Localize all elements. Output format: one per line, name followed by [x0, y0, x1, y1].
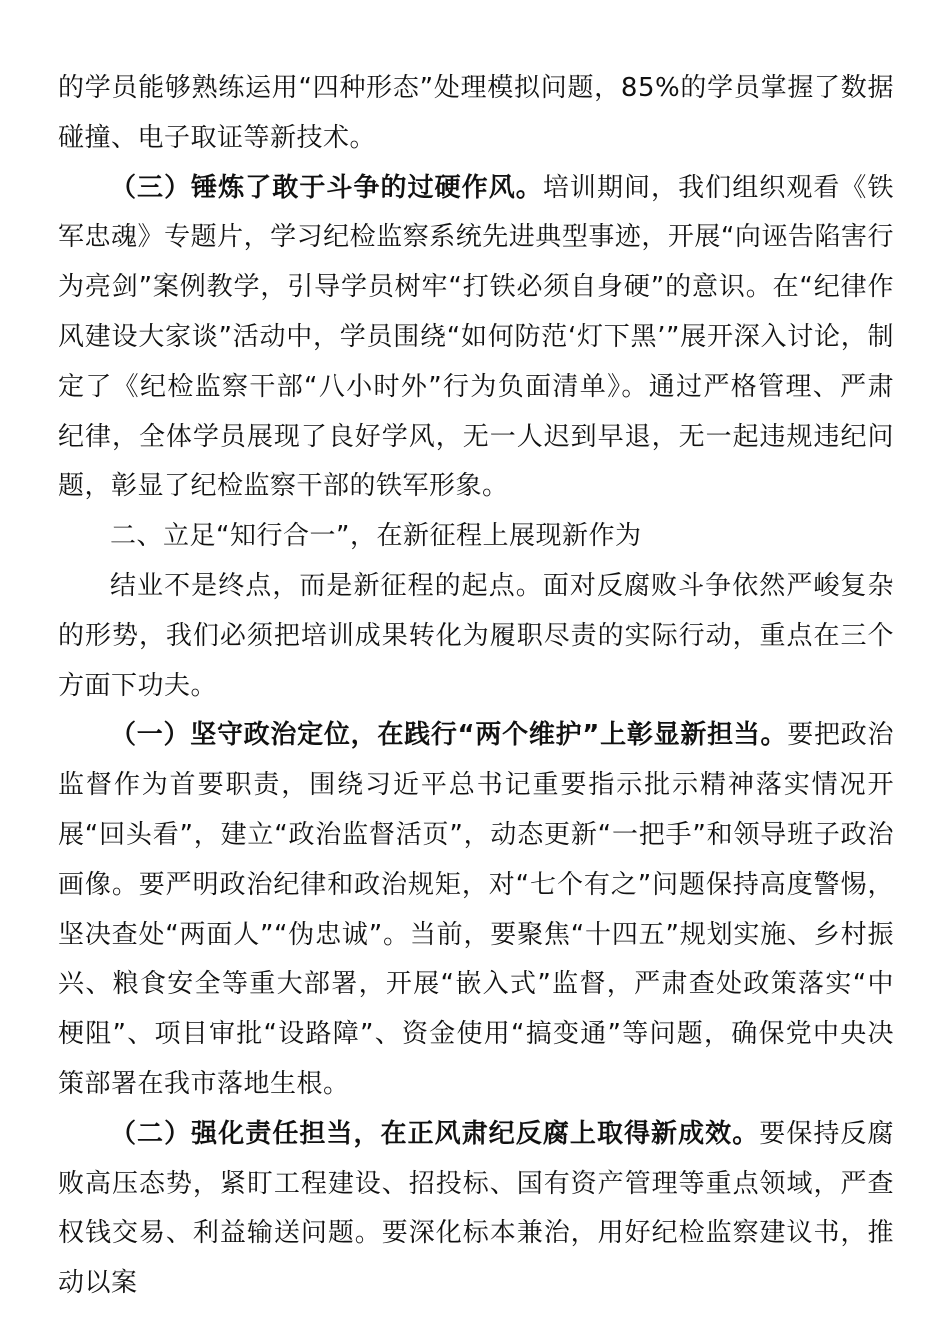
paragraph-5 — [58, 1110, 894, 1309]
section-heading-1: （一）坚守政治定位，在践行“两个维护”上彰显新担当。 — [110, 720, 788, 751]
section-heading-3: （三）锤炼了敢于斗争的过硬作风。 — [110, 172, 543, 203]
paragraph-2 — [58, 164, 894, 513]
paragraph-3-text: 结业不是终点，而是新征程的起点。面对反腐败斗争依然严峻复杂的形势，我们必须把培训成果转化为履职尽责的实际行动，重点在三个方面下功夫。 — [58, 570, 894, 701]
document-page — [58, 64, 894, 1309]
paragraph-1 — [58, 64, 894, 164]
paragraph-3 — [58, 562, 894, 711]
section-heading-2: （二）强化责任担当，在正风肃纪反腐上取得新成效。 — [110, 1118, 760, 1149]
paragraph-2-text: 培训期间，我们组织观看《铁军忠魂》专题片，学习纪检监察系统先进典型事迹，开展“向诬告陷害行为亮剑”案例教学，引导学员树牢“打铁必须自身硬”的意识。在“纪律作风建设大家谈”活动中，学员围绕“如何防范‘灯下黑’”展开深入讨论，制定了《纪检监察干部“八小时外”行为负面清单》。通过严格管理、严肃纪律，全体学员展现了良好学风，无一人迟到早退，无一起违规违纪问题，彰显了纪检监察干部的铁军形象。 — [58, 172, 894, 502]
paragraph-4-text: 要把政治监督作为首要职责，围绕习近平总书记重要指示批示精神落实情况开展“回头看”，建立“政治监督活页”，动态更新“一把手”和领导班子政治画像。要严明政治纪律和政治规矩，对“七个有之”问题保持高度警惕，坚决查处“两面人”“伪忠诚”。当前，要聚焦“十四五”规划实施、乡村振兴、粮食安全等重大部署，开展“嵌入式”监督，严肃查处政策落实“中梗阻”、项目审批“设路障”、资金使用“搞变通”等问题，确保党中央决策部署在我市落地生根。 — [58, 720, 894, 1099]
paragraph-4 — [58, 711, 894, 1109]
paragraph-1-text: 的学员能够熟练运用“四种形态”处理模拟问题，85%的学员掌握了数据碰撞、电子取证等新技术。 — [58, 73, 894, 153]
chapter-heading-2-text: 二、立足“知行合一”，在新征程上展现新作为 — [110, 521, 642, 552]
paragraph-5-text: 要保持反腐败高压态势，紧盯工程建设、招投标、国有资产管理等重点领域，严查权钱交易、利益输送问题。要深化标本兼治，用好纪检监察建议书，推动以案 — [58, 1118, 894, 1299]
chapter-heading-2 — [58, 512, 894, 562]
